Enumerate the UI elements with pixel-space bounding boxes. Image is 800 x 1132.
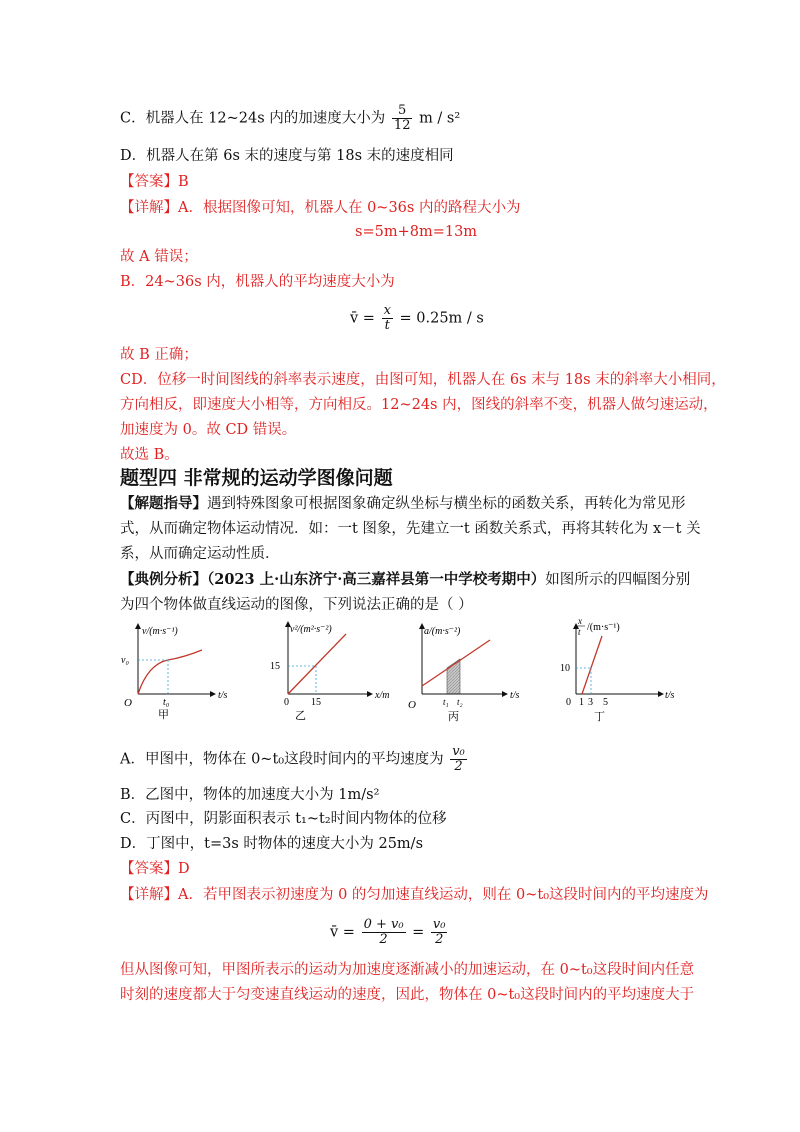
detail-text: A．若甲图表示初速度为 0 的匀加速直线运动，则在 0~t₀这段时间内的平均速度为 [178, 887, 709, 903]
fraction-denominator: 2 [435, 932, 444, 947]
option-c: C．丙图中，阴影面积表示 t₁~t₂时间内物体的位移 [120, 811, 447, 827]
option-d: D．丁图中，t=3s 时物体的速度大小为 25m/s [120, 836, 424, 852]
graph-yi-xlabel: x/m [375, 690, 390, 701]
fraction-v0-2 [450, 745, 467, 774]
detail-tag: 【详解】 [120, 887, 178, 903]
option-a [120, 745, 690, 774]
graph-yi-line [288, 634, 346, 694]
detail-1-line-5: CD．位移一时间图线的斜率表示速度，由图可知，机器人在 6s 末与 18s 末的斜率大小相同， [120, 372, 726, 388]
detail-2-line-3: 时刻的速度都大于匀变速直线运动的速度，因此，物体在 0~t₀这段时间内的平均速度大于 [120, 987, 695, 1003]
detail-1-line-1 [120, 198, 690, 218]
detail-2-line-1 [120, 885, 709, 905]
guide-text: 遇到特殊图象可根据图象确定纵坐标与横坐标的函数关系，再转化为常见形 [207, 496, 686, 512]
graph-ding-ylabel-den: t [578, 627, 581, 637]
graph-bing-t2-label: t₂ [457, 697, 463, 707]
detail-1-line-4: 故 B 正确； [120, 347, 198, 363]
detail-1-line-6: 方向相反，即速度大小相等，方向相反。12~24s 内，图线的斜率不变，机器人做匀速运动， [120, 397, 718, 413]
detail-text: A．根据图像可知，机器人在 0~36s 内的路程大小为 [178, 200, 521, 216]
graph-jia-t0-label: t₀ [163, 697, 170, 708]
detail-1-line-8: 故选 B。 [120, 447, 179, 463]
graph-jia-ylabel: v/(m·s⁻¹) [142, 626, 178, 637]
guide-line-1 [120, 494, 690, 514]
graph-yi-15-label: 15 [270, 661, 280, 672]
graph-bing [408, 624, 520, 723]
graph-bing-t1-label: t₁ [443, 697, 449, 707]
graph-yi [270, 622, 389, 722]
graph-jia-xlabel: t/s [218, 690, 228, 701]
graph-ding-xlabel: t/s [665, 690, 675, 701]
graph-jia-curve [138, 650, 202, 694]
guide-tag: 【解题指导】 [120, 495, 207, 512]
graph-yi-caption: 乙 [295, 710, 306, 722]
example-line-1 [120, 570, 690, 590]
graph-ding [560, 616, 675, 723]
fraction-denominator: 2 [379, 932, 388, 947]
graph-bing-ylabel: a/(m·s⁻²) [424, 626, 461, 637]
fraction-sum [362, 918, 406, 947]
equation-lhs: v̄ = [330, 924, 355, 941]
option-c-text: C．机器人在 12~24s 内的加速度大小为 [120, 110, 386, 127]
option-b: B．乙图中，物体的加速度大小为 1m/s² [120, 787, 380, 803]
graph-ding-10-label: 10 [560, 663, 570, 674]
fraction-denominator: 12 [393, 118, 411, 133]
graph-bing-origin: O [408, 699, 416, 711]
graph-yi-0-label: 0 [284, 697, 289, 708]
graph-yi-x15-label: 15 [311, 697, 321, 708]
equation-lhs: v̄ = [350, 310, 375, 327]
guide-line-3: 系，从而确定运动性质． [120, 546, 280, 562]
fraction-numerator: v₀ [432, 917, 446, 932]
detail-tag: 【详解】 [120, 200, 178, 216]
fraction-numerator: x [383, 303, 391, 318]
fraction-x-t [382, 304, 393, 333]
graph-ding-1-label: 1 [579, 697, 584, 708]
option-c-unit: m / s² [419, 110, 461, 127]
graph-ding-caption: 丁 [594, 711, 605, 723]
equation-uniform-average [330, 918, 550, 947]
graph-ding-ylabel-num: x [578, 616, 582, 626]
graph-bing-caption: 丙 [448, 711, 459, 723]
prev-option-c [120, 104, 690, 133]
answer-1: 【答案】B [120, 174, 189, 190]
graph-ding-0-label: 0 [566, 697, 571, 708]
option-a-text: A．甲图中，物体在 0~t₀这段时间内的平均速度为 [120, 751, 444, 768]
equation-rhs: = 0.25m / s [399, 310, 484, 327]
detail-1-line-3: B．24~36s 内，机器人的平均速度大小为 [120, 274, 395, 290]
graph-jia-v0-label: v₀ [121, 655, 129, 666]
guide-line-2: 式，从而确定物体运动情况．如：一t 图象，先建立一t 函数关系式，再将其转化为 x－t 关 [120, 521, 701, 537]
graph-yi-ylabel: v²/(m²·s⁻²) [290, 624, 332, 635]
fraction-numerator: 0 + v₀ [363, 917, 404, 932]
equation-average-velocity [350, 304, 550, 333]
graph-jia [121, 624, 228, 721]
answer-2: 【答案】D [120, 861, 190, 877]
fraction-numerator: 5 [392, 104, 413, 119]
fraction-numerator: v₀ [452, 744, 465, 759]
fraction-denominator: t [384, 318, 390, 333]
fraction-5-12 [392, 104, 413, 133]
equation-equals: = [412, 924, 425, 941]
graph-ding-5-label: 5 [603, 697, 608, 708]
detail-1-line-2: 故 A 错误； [120, 249, 198, 265]
example-line-2: 为四个物体做直线运动的图像，下列说法正确的是（ ） [120, 597, 473, 613]
graph-bing-xlabel: t/s [510, 690, 520, 701]
example-text: 如图所示的四幅图分别 [545, 572, 691, 588]
fraction-v0-over-2 [431, 918, 448, 947]
graph-ding-3-label: 3 [588, 697, 593, 708]
graph-jia-caption: 甲 [158, 709, 169, 721]
graph-ding-ylabel-unit: /(m·s⁻¹) [587, 622, 620, 633]
fraction-denominator: 2 [454, 759, 463, 774]
prev-option-d: D．机器人在第 6s 末的速度与第 18s 末的速度相同 [120, 148, 454, 164]
equation-s: s=5m+8m=13m [355, 224, 478, 240]
example-tag: 【典例分析】（2023 上·山东济宁·高三嘉祥县第一中学校考期中） [120, 571, 546, 588]
graph-jia-origin: O [124, 697, 132, 709]
graph-ding-line [582, 636, 602, 694]
detail-2-line-2: 但从图像可知，甲图所表示的运动为加速度逐渐减小的加速运动，在 0~t₀这段时间内任意 [120, 962, 695, 978]
section-title: 题型四 非常规的运动学图像问题 [120, 467, 393, 489]
detail-1-line-7: 加速度为 0。故 CD 错误。 [120, 422, 297, 438]
four-motion-graphs [110, 612, 690, 737]
